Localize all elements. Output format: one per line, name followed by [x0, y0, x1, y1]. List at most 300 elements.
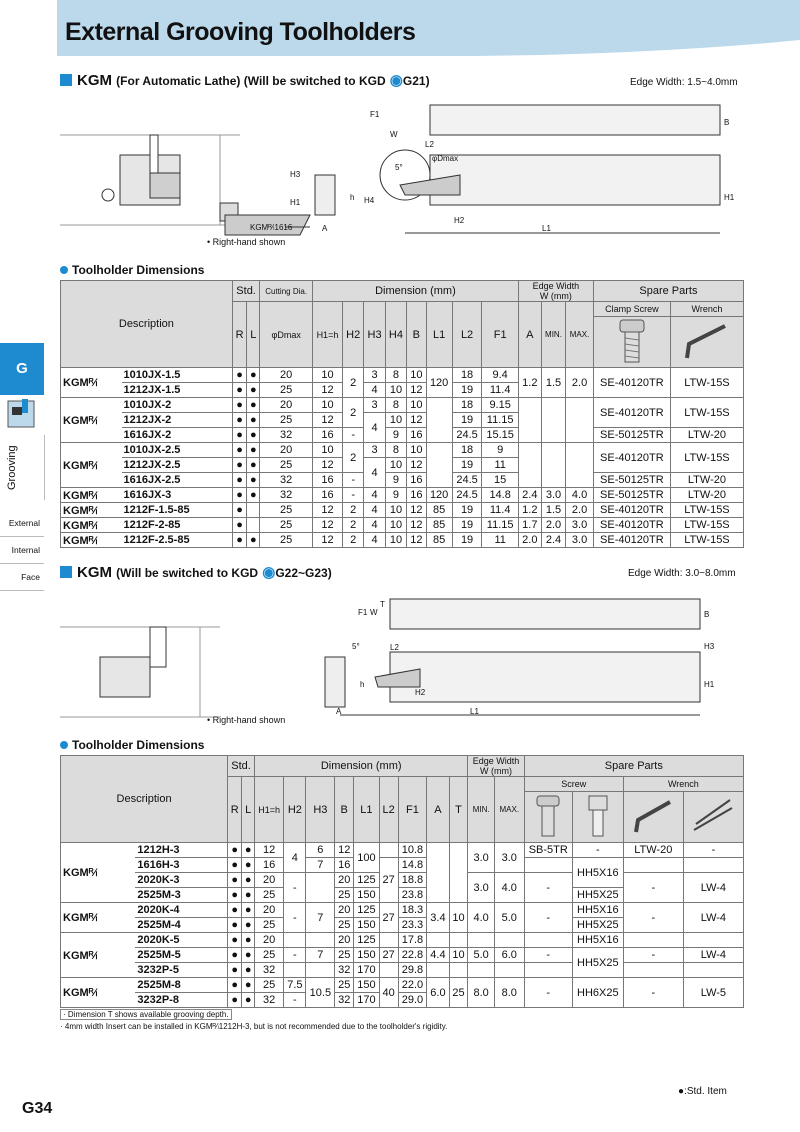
table-cell: [524, 858, 572, 873]
table-cell: 25: [449, 978, 468, 1008]
subtitle-text: Toolholder Dimensions: [72, 738, 205, 752]
section1-subtitle: (For Automatic Lathe) (Will be switched to KGD: [116, 74, 386, 88]
table-cell: [247, 503, 260, 518]
table-row: [61, 368, 744, 383]
table-cell: 9: [385, 488, 406, 503]
table-cell: 125: [354, 933, 380, 948]
th2-b: B: [335, 777, 354, 843]
table-cell: 1.5: [541, 503, 566, 518]
table-cell: [683, 858, 743, 873]
table-cell: ●: [247, 428, 260, 443]
side-tab-internal[interactable]: [0, 537, 44, 564]
table-cell: ●: [242, 843, 255, 858]
table-cell: ●: [247, 443, 260, 458]
th-spare-parts: Spare Parts: [593, 281, 743, 302]
table-cell: 15: [482, 473, 519, 488]
table-cell: 2: [342, 503, 363, 518]
table-cell: 20: [255, 933, 284, 948]
table-cell: [284, 963, 306, 978]
table-cell: ●: [247, 473, 260, 488]
table-cell: 10.5: [306, 978, 335, 1008]
table-cell: 16: [312, 428, 342, 443]
table-cell: 16: [407, 488, 426, 503]
table-cell: LTW-20: [623, 843, 683, 858]
section1-title: [60, 71, 430, 89]
dim2-label-h: h: [360, 680, 365, 689]
table-cell: 25: [335, 948, 354, 963]
table-cell: ●: [228, 933, 242, 948]
table-cell: 150: [354, 948, 380, 963]
table-cell: SE-40120TR: [593, 443, 670, 473]
dim-label-b: B: [724, 118, 730, 127]
table-cell: [518, 443, 541, 488]
table-cell: [623, 858, 683, 873]
table-cell: 125: [354, 873, 380, 888]
table-cell: [379, 963, 398, 978]
side-tab-label: External: [8, 518, 40, 528]
th-l: L: [247, 302, 260, 368]
table-cell: 12: [407, 458, 426, 473]
table-cell: 4: [364, 383, 385, 398]
table-cell: 2.4: [541, 533, 566, 548]
table-cell: ●: [232, 503, 247, 518]
table-cell: 2.4: [518, 488, 541, 503]
model-prefix: KGMᴿ⁄ₗ: [61, 533, 122, 548]
table-cell: 25: [260, 503, 313, 518]
table-cell: 12: [312, 413, 342, 428]
table-cell: HH6X25: [572, 978, 623, 1008]
table-cell: 2.0: [566, 368, 594, 398]
table-cell: 25: [255, 918, 284, 933]
right-hand-note-1: • Right-hand shown: [207, 237, 286, 247]
table-row: [61, 948, 744, 963]
table-cell: 25: [335, 888, 354, 903]
table-cell: 32: [255, 993, 284, 1008]
table-cell: -: [524, 903, 572, 933]
section-marker-icon: [60, 74, 72, 86]
th2-edge-width-label: Edge Width: [472, 756, 520, 766]
table-cell: ●: [242, 993, 255, 1008]
section2-edge-width: Edge Width: 3.0~8.0mm: [628, 568, 736, 579]
table-cell: 11.4: [482, 503, 519, 518]
th2-description: Description: [61, 756, 228, 843]
table-cell: LTW-15S: [670, 503, 743, 518]
table-cell: [247, 518, 260, 533]
table-cell: [518, 398, 541, 443]
table-cell: 16: [312, 488, 342, 503]
table-cell: SB-5TR: [524, 843, 572, 858]
dimensions-table-1: [60, 280, 744, 548]
table-cell: HH5X16: [572, 858, 623, 888]
model-code: 3232P-5: [135, 963, 227, 978]
model-prefix: KGMᴿ⁄ₗ: [61, 518, 122, 533]
dim2-label-l2: L2: [390, 643, 399, 652]
table-cell: 32: [255, 963, 284, 978]
side-tab-external[interactable]: [0, 510, 44, 537]
std-item-legend: ●:Std. Item: [678, 1086, 727, 1097]
table-cell: 25: [335, 978, 354, 993]
section2-model: KGM: [77, 564, 112, 581]
table-cell: ●: [228, 978, 242, 993]
dim-label-h1: H1: [290, 198, 301, 207]
table-cell: 18: [452, 398, 482, 413]
table-cell: [284, 933, 306, 948]
side-tab-label: Face: [21, 572, 40, 582]
table-cell: SE-40120TR: [593, 533, 670, 548]
table-cell: ●: [228, 873, 242, 888]
table-cell: 25: [255, 948, 284, 963]
th-h2: H2: [342, 302, 363, 368]
table-cell: 29.8: [398, 963, 427, 978]
table-cell: 8.0: [494, 978, 524, 1008]
dim-label-h: h: [350, 193, 355, 202]
table-cell: 25: [335, 918, 354, 933]
section1-model: KGM: [77, 72, 112, 89]
table-cell: SE-40120TR: [593, 398, 670, 428]
table-cell: 25: [260, 518, 313, 533]
table-cell: 3.0: [566, 533, 594, 548]
table-cell: ●: [232, 398, 247, 413]
table-cell: 27: [379, 858, 398, 903]
table-cell: [494, 933, 524, 948]
page-number: G34: [22, 1100, 53, 1117]
table-cell: 10: [385, 533, 406, 548]
table-cell: 10: [449, 948, 468, 963]
model-code: 1010JX-2.5: [122, 443, 233, 458]
table-cell: LW-4: [683, 903, 743, 933]
table-cell: HH5X25: [572, 948, 623, 978]
table-cell: ●: [242, 873, 255, 888]
model-code: 1212JX-2: [122, 413, 233, 428]
wrench-icon: [670, 317, 743, 368]
table-cell: 85: [426, 503, 452, 518]
dim-label-h3: H3: [290, 170, 301, 179]
th2-l2: L2: [379, 777, 398, 843]
table-cell: ●: [228, 888, 242, 903]
section2-title: [60, 563, 332, 581]
table-cell: 18.3: [398, 903, 427, 918]
th2-screw: Screw: [524, 777, 623, 792]
th-cutting-dia: Cutting Dia.: [260, 281, 313, 302]
section2-subtitle: (Will be switched to KGD: [116, 566, 259, 580]
table-cell: 2.0: [518, 533, 541, 548]
table-cell: 18: [452, 368, 482, 383]
table-cell: [449, 843, 468, 903]
section1-subtitle-dimensions: [60, 263, 204, 277]
th2-l: L: [242, 777, 255, 843]
table-cell: 20: [335, 933, 354, 948]
table-cell: 22.8: [398, 948, 427, 963]
table-cell: 7: [306, 903, 335, 933]
table-cell: [427, 963, 449, 978]
table-cell: LTW-20: [670, 473, 743, 488]
table-cell: -: [524, 873, 572, 903]
table-cell: 6.0: [427, 978, 449, 1008]
model-code: 3232P-8: [135, 993, 227, 1008]
table-cell: ●: [242, 888, 255, 903]
table-cell: [468, 933, 495, 948]
table-cell: -: [284, 873, 306, 903]
table-cell: 25: [255, 978, 284, 993]
table-cell: 12: [407, 518, 426, 533]
model-code: 2020K-3: [135, 873, 227, 888]
th-b: B: [407, 302, 426, 368]
table-cell: 125: [354, 903, 380, 918]
table-cell: LTW-20: [670, 428, 743, 443]
wrench-icon-2: [683, 792, 743, 843]
table-cell: 4.4: [427, 948, 449, 963]
table-cell: 2.0: [566, 503, 594, 518]
table-cell: [623, 933, 683, 948]
table-cell: [683, 963, 743, 978]
table-cell: ●: [228, 903, 242, 918]
section2-subtitle-dimensions: [60, 738, 204, 752]
table-cell: ●: [247, 368, 260, 383]
side-tab-face[interactable]: [0, 564, 44, 591]
toolholder-diagram-2: [60, 587, 750, 732]
table-cell: 4: [364, 503, 385, 518]
model-prefix: KGMᴿ⁄ₗ: [61, 933, 136, 978]
table-cell: 12: [312, 533, 342, 548]
table-cell: 120: [426, 488, 452, 503]
dim-label-h2: H2: [454, 216, 465, 225]
table-cell: [379, 843, 398, 858]
dim-label-h4: H4: [364, 196, 375, 205]
table-cell: ●: [228, 843, 242, 858]
table-cell: 25: [255, 888, 284, 903]
table-cell: 12: [335, 843, 354, 858]
table-cell: 1.7: [518, 518, 541, 533]
table-cell: ●: [232, 383, 247, 398]
table-cell: 9: [482, 443, 519, 458]
page-title: External Grooving Toolholders: [65, 18, 416, 46]
table-cell: LTW-15S: [670, 533, 743, 548]
dim2-label-f1: F1: [358, 608, 368, 617]
table-cell: 24.5: [452, 428, 482, 443]
table-cell: 32: [335, 963, 354, 978]
table-cell: [623, 963, 683, 978]
table-cell: ●: [242, 903, 255, 918]
table-cell: -: [342, 473, 363, 488]
table-row: [61, 933, 744, 948]
table-cell: LTW-15S: [670, 518, 743, 533]
table-cell: ●: [232, 428, 247, 443]
th2-h1h: H1=h: [255, 777, 284, 843]
model-code: 2525M-8: [135, 978, 227, 993]
th2-max: MAX.: [494, 777, 524, 843]
table-cell: HH5X25: [572, 918, 623, 933]
table-cell: 2: [342, 398, 363, 428]
table-cell: ●: [228, 858, 242, 873]
table-cell: 14.8: [482, 488, 519, 503]
table-cell: [306, 933, 335, 948]
table-cell: 19: [452, 503, 482, 518]
table-cell: ●: [232, 443, 247, 458]
th-f1: F1: [482, 302, 519, 368]
model-code: 1212JX-1.5: [122, 383, 233, 398]
table-cell: [494, 963, 524, 978]
table-cell: 3: [364, 443, 385, 458]
model-code: 2525M-5: [135, 948, 227, 963]
table-cell: 2.0: [541, 518, 566, 533]
table-cell: ●: [242, 963, 255, 978]
table-cell: 4: [364, 518, 385, 533]
table-cell: HH5X16: [572, 933, 623, 948]
table-row: [61, 843, 744, 858]
table-cell: 1.2: [518, 368, 541, 398]
table-cell: [379, 933, 398, 948]
table-cell: 2: [342, 533, 363, 548]
dim2-label-l1: L1: [470, 707, 479, 716]
table-cell: 1.5: [541, 368, 566, 398]
table-cell: 4: [364, 488, 385, 503]
table-cell: 5.0: [468, 948, 495, 963]
table-row: [61, 978, 744, 993]
th2-std: Std.: [228, 756, 255, 777]
table-cell: 19: [452, 413, 482, 428]
model-code: 1010JX-1.5: [122, 368, 233, 383]
table-cell: -: [623, 978, 683, 1008]
table-cell: 4.0: [468, 903, 495, 933]
table-cell: SE-50125TR: [593, 488, 670, 503]
model-code: 1616H-3: [135, 858, 227, 873]
th-std: Std.: [232, 281, 260, 302]
dim2-label-b: B: [704, 610, 710, 619]
model-code: 1212F-1.5-85: [122, 503, 233, 518]
th2-f1: F1: [398, 777, 427, 843]
table-cell: 10.8: [398, 843, 427, 858]
table-cell: ●: [247, 488, 260, 503]
table-cell: 170: [354, 963, 380, 978]
model-code: 1212F-2-85: [122, 518, 233, 533]
table-cell: 10: [312, 368, 342, 383]
table-row: [61, 428, 744, 443]
th-h3: H3: [364, 302, 385, 368]
table-cell: ●: [242, 918, 255, 933]
table-cell: 4: [364, 533, 385, 548]
table-row: [61, 398, 744, 413]
table-cell: 40: [379, 978, 398, 1008]
subtitle-text: Toolholder Dimensions: [72, 263, 205, 277]
table-cell: 11: [482, 533, 519, 548]
table-cell: 12: [312, 458, 342, 473]
table-cell: 170: [354, 993, 380, 1008]
grooving-category-icon: [0, 395, 44, 435]
table-row: [61, 473, 744, 488]
th2-w-mm: W (mm): [480, 766, 512, 776]
table-row: [61, 488, 744, 503]
model-code: 1616JX-2.5: [122, 473, 233, 488]
table-cell: 16: [407, 473, 426, 488]
dim2-label-h2: H2: [415, 688, 426, 697]
table-cell: 7.5: [284, 978, 306, 993]
table-cell: 3.0: [541, 488, 566, 503]
note-dimension-t: · Dimension T shows available grooving depth.: [60, 1009, 232, 1020]
th2-a: A: [427, 777, 449, 843]
table-cell: [683, 933, 743, 948]
table-cell: ●: [232, 488, 247, 503]
table-cell: -: [284, 993, 306, 1008]
th-clamp-screw: Clamp Screw: [593, 302, 670, 317]
th2-dimension: Dimension (mm): [255, 756, 468, 777]
side-tab-grooving[interactable]: [0, 435, 45, 500]
table-cell: 8: [385, 443, 406, 458]
table-cell: 120: [426, 368, 452, 398]
model-prefix: KGMᴿ⁄ₗ: [61, 903, 136, 933]
table-cell: 20: [260, 398, 313, 413]
table-row: [61, 873, 744, 888]
model-code: 2525M-4: [135, 918, 227, 933]
table-cell: ●: [242, 933, 255, 948]
th-min: MIN.: [541, 302, 566, 368]
table-cell: 18: [452, 443, 482, 458]
table-cell: 10: [312, 398, 342, 413]
th-h4: H4: [385, 302, 406, 368]
table-cell: 12: [255, 843, 284, 858]
model-code: 2020K-4: [135, 903, 227, 918]
th-l1: L1: [426, 302, 452, 368]
table-row: [61, 443, 744, 458]
side-tab-g[interactable]: G: [0, 343, 44, 395]
table-cell: [426, 398, 452, 443]
table-cell: SE-40120TR: [593, 503, 670, 518]
table-cell: 10: [385, 458, 406, 473]
dim-label-w: W: [390, 130, 398, 139]
table-cell: SE-40120TR: [593, 518, 670, 533]
side-tab-grooving-label: Grooving: [6, 445, 18, 490]
dim-label-l2: L2: [425, 140, 434, 149]
section-marker-icon: [60, 566, 72, 578]
table-cell: 150: [354, 978, 380, 993]
table-cell: 12: [407, 533, 426, 548]
table-cell: 12: [312, 383, 342, 398]
model-prefix: KGMᴿ⁄ₗ: [61, 843, 136, 903]
dim-label-dmax: φDmax: [432, 154, 459, 163]
table-cell: 9.15: [482, 398, 519, 413]
table-cell: 3: [364, 368, 385, 383]
dim2-label-h1: H1: [704, 680, 715, 689]
clamp-screw-icon: [593, 317, 670, 368]
table-cell: 3.0: [566, 518, 594, 533]
table-cell: 8: [385, 398, 406, 413]
page-header: [57, 0, 800, 62]
model-prefix: KGMᴿ⁄ₗ: [61, 443, 122, 488]
table-cell: 25: [260, 383, 313, 398]
model-prefix: KGMᴿ⁄ₗ: [61, 398, 122, 443]
dim2-label-angle: 5°: [352, 642, 360, 651]
header-decoration: [57, 40, 800, 62]
table-cell: [468, 963, 495, 978]
th-dimension: Dimension (mm): [312, 281, 518, 302]
table-cell: 4.0: [566, 488, 594, 503]
table-cell: LTW-20: [670, 488, 743, 503]
model-code: 1212F-2.5-85: [122, 533, 233, 548]
table-cell: ●: [228, 963, 242, 978]
dim-label-angle: 5°: [395, 163, 403, 172]
table-cell: ●: [247, 533, 260, 548]
table-cell: 11.15: [482, 413, 519, 428]
wrench-icon-1: [623, 792, 683, 843]
table-cell: [306, 963, 335, 978]
table-cell: 2: [342, 443, 363, 473]
table-cell: -: [623, 903, 683, 933]
table-cell: 25: [260, 413, 313, 428]
table-cell: 20: [260, 368, 313, 383]
table-cell: [426, 443, 452, 488]
table-cell: 20: [255, 903, 284, 918]
th-w-mm: W (mm): [539, 291, 572, 301]
table-cell: 19: [452, 533, 482, 548]
